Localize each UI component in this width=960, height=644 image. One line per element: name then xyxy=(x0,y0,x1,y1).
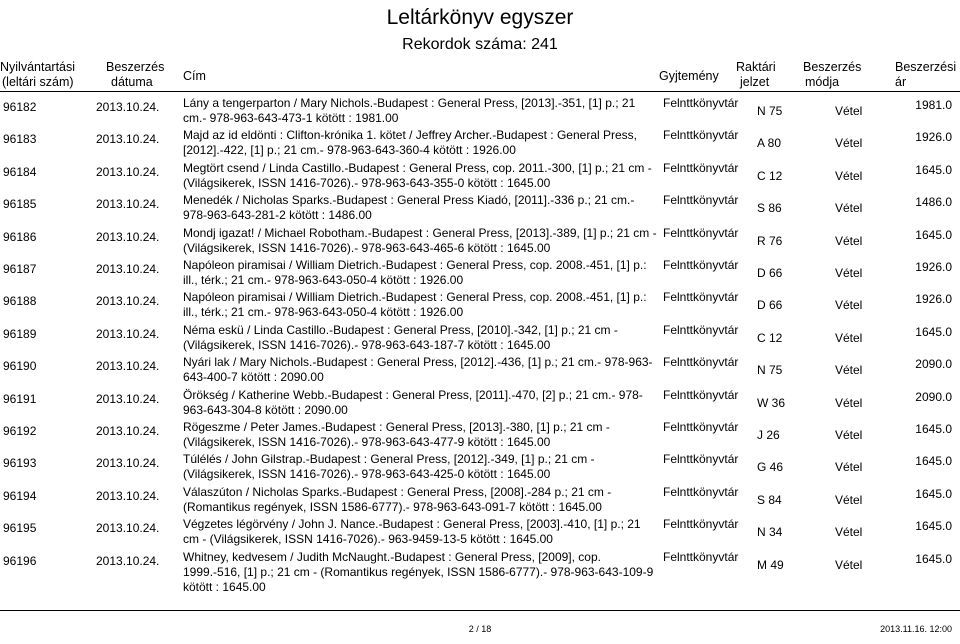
acquisition-price: 1645.0 xyxy=(915,454,952,469)
table-row xyxy=(0,256,960,288)
inventory-number: 96186 xyxy=(3,229,37,244)
table-row xyxy=(0,515,960,547)
print-timestamp: 2013.11.16. 12:00 xyxy=(880,624,952,634)
acquisition-price: 2090.0 xyxy=(915,389,952,404)
inventory-number: 96187 xyxy=(3,262,37,276)
inventory-number: 96184 xyxy=(3,164,37,179)
acquisition-price: 1645.0 xyxy=(915,551,952,566)
shelf-mark: S 84 xyxy=(757,492,782,507)
header-mode-line2: módja xyxy=(805,75,840,89)
header-divider xyxy=(0,91,960,92)
collection: Felnttkönyvtár xyxy=(663,290,739,305)
collection: Felnttkönyvtár xyxy=(663,225,739,240)
acquisition-price: 1645.0 xyxy=(915,324,952,339)
shelf-mark: J 26 xyxy=(757,428,780,442)
acquisition-mode: Vétel xyxy=(835,233,863,248)
title-description: Mondj igazat! / Michael Robotham.-Budapest : General Press, [2013].-389, [1] p.; 21 cm - (Világsikerek, ISSN 1416-7026).- 978-963-643-465-6 kötött : 1645.00 xyxy=(183,225,657,255)
table-row xyxy=(0,418,960,450)
title-description: Néma eskü / Linda Castillo.-Budapest : General Press, [2010].-342, [1] p.; 21 cm - (Világsikerek, ISSN 1416-7026).- 978-963-643-187-7 kötött : 1645.00 xyxy=(183,322,618,352)
table-row xyxy=(0,191,960,223)
header-price-line2: ár xyxy=(895,75,907,89)
acquisition-mode: Vétel xyxy=(835,136,863,151)
collection: Felnttkönyvtár xyxy=(663,387,739,402)
inventory-number: 96188 xyxy=(3,294,37,309)
acquisition-date: 2013.10.24. xyxy=(96,521,160,536)
table-row xyxy=(0,450,960,482)
shelf-mark: C 12 xyxy=(757,168,783,183)
acquisition-price: 1926.0 xyxy=(915,260,952,274)
inventory-number: 96191 xyxy=(3,391,37,406)
acquisition-date: 2013.10.24. xyxy=(96,262,160,276)
acquisition-date: 2013.10.24. xyxy=(96,391,160,406)
footer-divider xyxy=(0,610,960,611)
header-id-line2: (leltári szám) xyxy=(2,75,74,89)
shelf-mark: N 34 xyxy=(757,525,783,540)
acquisition-date: 2013.10.24. xyxy=(96,456,160,471)
collection: Felnttkönyvtár xyxy=(663,517,739,532)
title-description: Túlélés / John Gilstrap.-Budapest : General Press, [2012].-349, [1] p.; 21 cm - (Világsikerek, ISSN 1416-7026).- 978-963-643-425-0 kötött : 1645.00 xyxy=(183,452,595,482)
title-description: Whitney, kedvesem / Judith McNaught.-Budapest : General Press, [2009], cop. 1999.-516, [1] p.; 21 cm - (Romantikus regények, ISSN 1586-6777).- 978-963-643-109-9 kötött : 1645.00 xyxy=(183,549,654,594)
collection: Felnttkönyvtár xyxy=(663,193,739,208)
acquisition-mode: Vétel xyxy=(835,460,863,475)
acquisition-date: 2013.10.24. xyxy=(96,197,160,212)
acquisition-price: 1645.0 xyxy=(915,486,952,501)
shelf-mark: M 49 xyxy=(757,557,784,572)
header-mode-line1: Beszerzés xyxy=(803,60,862,74)
title-description: Napóleon piramisai / William Dietrich.-Budapest : General Press, cop. 2008.-451, [1] p.: ill., térk.; 21 cm.- 978-963-643-050-4 kötött : 1926.00 xyxy=(183,258,647,287)
table-row xyxy=(0,126,960,158)
inventory-number: 96183 xyxy=(3,132,37,147)
shelf-mark: N 75 xyxy=(757,104,783,118)
acquisition-date: 2013.10.24. xyxy=(96,100,160,114)
acquisition-date: 2013.10.24. xyxy=(96,229,160,244)
acquisition-mode: Vétel xyxy=(835,557,863,572)
table-row xyxy=(0,483,960,515)
acquisition-date: 2013.10.24. xyxy=(96,164,160,179)
shelf-mark: W 36 xyxy=(757,395,786,410)
shelf-mark: A 80 xyxy=(757,136,782,151)
acquisition-mode: Vétel xyxy=(835,298,863,313)
collection: Felnttkönyvtár xyxy=(663,484,739,499)
header-date-line2: dátuma xyxy=(111,75,153,89)
title-description: Menedék / Nicholas Sparks.-Budapest : General Press Kiadó, [2011].-336 p.; 21 cm.- 978-963-643-281-2 kötött : 1486.00 xyxy=(183,193,635,223)
acquisition-date: 2013.10.24. xyxy=(96,553,160,568)
shelf-mark: N 75 xyxy=(757,363,783,378)
title-description: Nyári lak / Mary Nichols.-Budapest : General Press, [2012].-436, [1] p.; 21 cm.- 978-963-643-400-7 kötött : 2090.00 xyxy=(183,355,653,385)
acquisition-mode: Vétel xyxy=(835,492,863,507)
acquisition-date: 2013.10.24. xyxy=(96,424,160,438)
title-description: Végzetes légörvény / John J. Nance.-Budapest : General Press, [2003].-410, [1] p.; 21 cm - (Világsikerek, ISSN 1416-7026).- 963-9459-13-5 kötött : 1645.00 xyxy=(183,517,641,547)
inventory-number: 96192 xyxy=(3,424,37,438)
acquisition-price: 1981.0 xyxy=(915,98,952,112)
page-number: 2 / 18 xyxy=(468,624,492,634)
acquisition-price: 1645.0 xyxy=(915,162,952,177)
inventory-number: 96196 xyxy=(3,553,37,568)
acquisition-date: 2013.10.24. xyxy=(96,326,160,341)
acquisition-date: 2013.10.24. xyxy=(96,488,160,503)
collection: Felnttkönyvtár xyxy=(663,322,739,337)
inventory-number: 96194 xyxy=(3,488,37,503)
acquisition-date: 2013.10.24. xyxy=(96,294,160,309)
acquisition-price: 1926.0 xyxy=(915,292,952,307)
table-row xyxy=(0,548,960,594)
page-title: Leltárkönyv egyszer xyxy=(386,6,574,29)
collection: Felnttkönyvtár xyxy=(663,160,739,175)
acquisition-mode: Vétel xyxy=(835,363,863,378)
acquisition-mode: Vétel xyxy=(835,330,863,345)
shelf-mark: G 46 xyxy=(757,460,784,475)
acquisition-mode: Vétel xyxy=(835,104,863,118)
shelf-mark: D 66 xyxy=(757,266,783,280)
collection: Felnttkönyvtár xyxy=(663,355,739,370)
shelf-mark: C 12 xyxy=(757,330,783,345)
acquisition-price: 1486.0 xyxy=(915,195,952,210)
inventory-number: 96193 xyxy=(3,456,37,471)
collection: Felnttkönyvtár xyxy=(663,549,739,564)
inventory-number: 96189 xyxy=(3,326,37,341)
header-id-line1: Nyilvántartási xyxy=(0,60,76,74)
inventory-number: 96190 xyxy=(3,359,37,374)
header-title: Cím xyxy=(183,69,206,83)
acquisition-mode: Vétel xyxy=(835,525,863,540)
acquisition-mode: Vétel xyxy=(835,201,863,216)
acquisition-price: 1926.0 xyxy=(915,130,952,145)
table-row xyxy=(0,321,960,353)
acquisition-mode: Vétel xyxy=(835,266,863,280)
collection: Felnttkönyvtár xyxy=(663,420,739,434)
acquisition-mode: Vétel xyxy=(835,168,863,183)
acquisition-date: 2013.10.24. xyxy=(96,359,160,374)
title-description: Majd az id eldönti : Clifton-krónika 1. kötet / Jeffrey Archer.-Budapest : General Press, [2012].-422, [1] p.; 21 cm.- 978-963-643-360-4 kötött : 1926.00 xyxy=(183,128,637,158)
acquisition-price: 2090.0 xyxy=(915,357,952,372)
table-row xyxy=(0,386,960,418)
acquisition-price: 1645.0 xyxy=(915,519,952,534)
title-description: Örökség / Katherine Webb.-Budapest : General Press, [2011].-470, [2] p.; 21 cm.- 978-963-643-304-8 kötött : 2090.00 xyxy=(183,387,643,417)
header-date-line1: Beszerzés xyxy=(106,60,165,74)
table-row xyxy=(0,159,960,191)
collection: Felnttkönyvtár xyxy=(663,96,739,110)
collection: Felnttkönyvtár xyxy=(663,258,739,272)
inventory-number: 96195 xyxy=(3,521,37,536)
header-location-line2: jelzet xyxy=(740,75,770,89)
title-description: Megtört csend / Linda Castillo.-Budapest : General Press, cop. 2011.-300, [1] p.; 21 cm - (Világsikerek, ISSN 1416-7026).- 978-963-643-355-0 kötött : 1645.00 xyxy=(183,160,652,190)
acquisition-date: 2013.10.24. xyxy=(96,132,160,147)
collection: Felnttkönyvtár xyxy=(663,128,739,143)
acquisition-mode: Vétel xyxy=(835,428,863,442)
inventory-number: 96182 xyxy=(3,100,37,114)
title-description: Lány a tengerparton / Mary Nichols.-Budapest : General Press, [2013].-351, [1] p.; 21 cm.- 978-963-643-473-1 kötött : 1981.00 xyxy=(183,96,636,125)
title-description: Válaszúton / Nicholas Sparks.-Budapest : General Press, [2008].-284 p.; 21 cm - (Romantikus regények, ISSN 1586-6777).- 978-963-643-091-7 kötött : 1645.00 xyxy=(183,484,612,514)
header-price-line1: Beszerzési xyxy=(895,60,957,74)
header-type: Gyjtemény xyxy=(659,69,719,83)
table-row xyxy=(0,288,960,320)
page-subtitle: Rekordok száma: 241 xyxy=(402,36,558,53)
acquisition-mode: Vétel xyxy=(835,395,863,410)
acquisition-price: 1645.0 xyxy=(915,227,952,242)
title-description: Napóleon piramisai / William Dietrich.-Budapest : General Press, cop. 2008.-451, [1] p.: ill., térk.; 21 cm.- 978-963-643-050-4 kötött : 1926.00 xyxy=(183,290,647,320)
shelf-mark: S 86 xyxy=(757,201,782,216)
shelf-mark: R 76 xyxy=(757,233,783,248)
acquisition-price: 1645.0 xyxy=(915,422,952,436)
inventory-number: 96185 xyxy=(3,197,37,212)
shelf-mark: D 66 xyxy=(757,298,783,313)
header-location-line1: Raktári xyxy=(736,60,776,74)
table-row xyxy=(0,94,960,126)
table-row xyxy=(0,353,960,385)
collection: Felnttkönyvtár xyxy=(663,452,739,467)
title-description: Rögeszme / Peter James.-Budapest : General Press, [2013].-380, [1] p.; 21 cm - (Világsikerek, ISSN 1416-7026).- 978-963-643-477-9 kötött : 1645.00 xyxy=(183,420,610,449)
table-row xyxy=(0,224,960,256)
